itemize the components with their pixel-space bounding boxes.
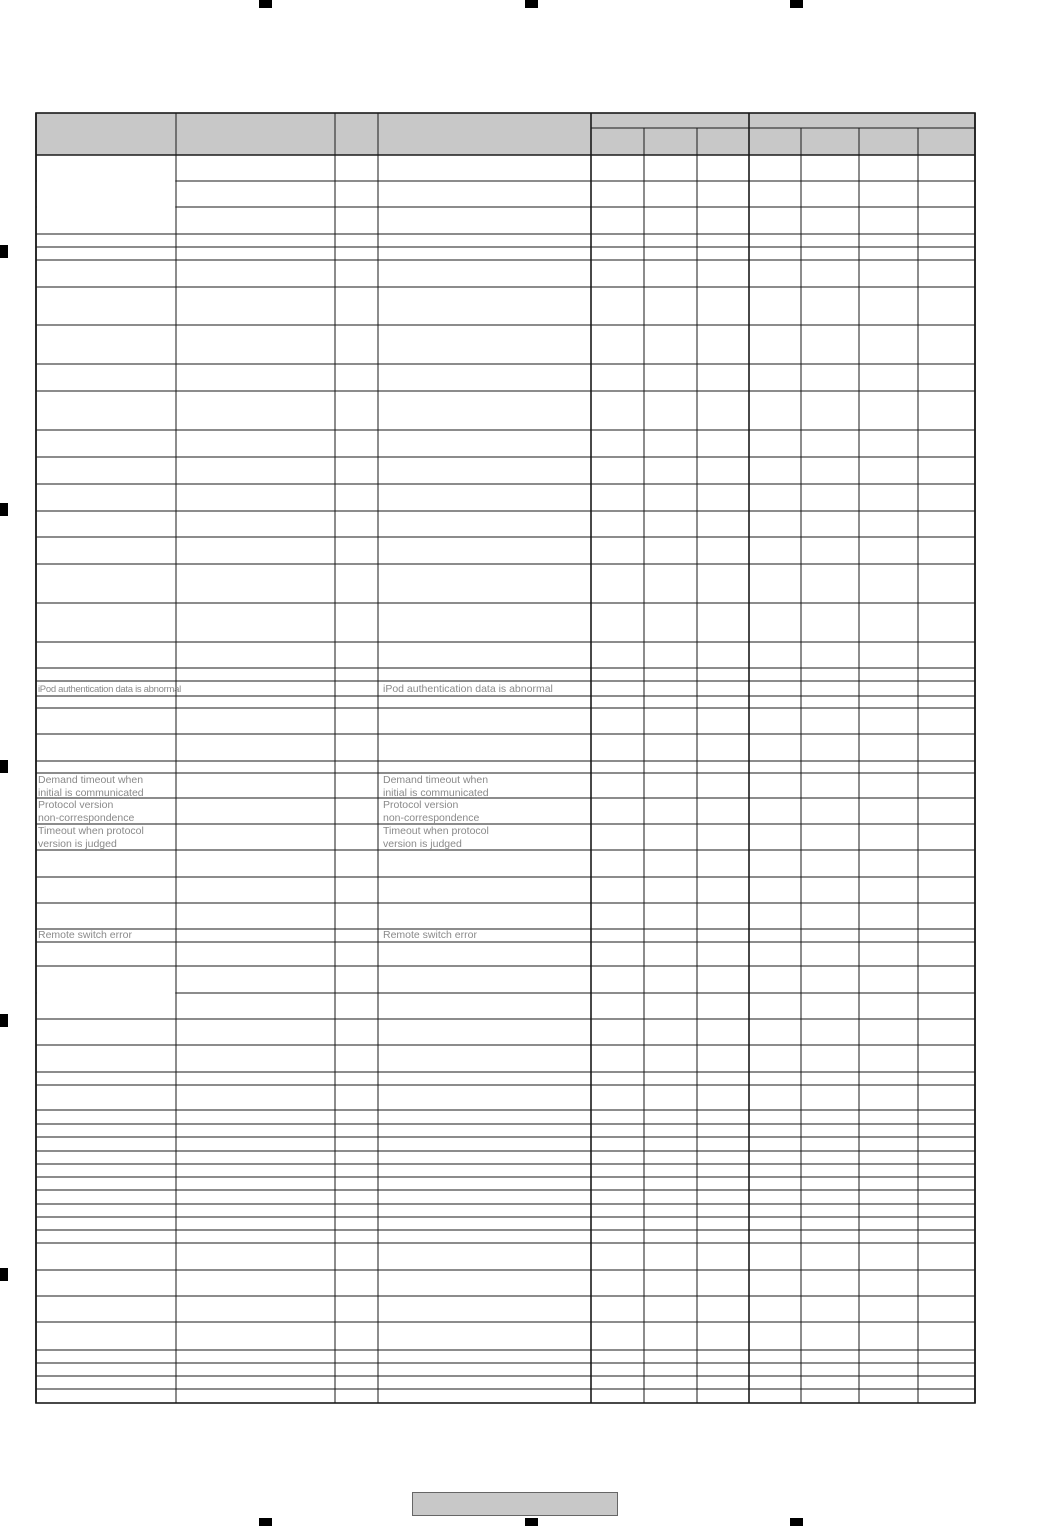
cell-desc-protocol-version-2: non-correspondence xyxy=(383,812,480,824)
table-outer-border xyxy=(36,113,975,1403)
cell-error-demand-timeout-2: initial is communicated xyxy=(38,787,144,799)
cell-error-remote-switch: Remote switch error xyxy=(38,929,132,941)
cell-desc-remote-switch: Remote switch error xyxy=(383,929,477,941)
cell-desc-protocol-timeout-2: version is judged xyxy=(383,838,462,850)
cell-desc-protocol-version-1: Protocol version xyxy=(383,799,459,811)
cell-error-protocol-timeout-1: Timeout when protocol xyxy=(38,825,144,837)
cell-desc-demand-timeout-2: initial is communicated xyxy=(383,787,489,799)
cell-error-demand-timeout-1: Demand timeout when xyxy=(38,774,144,786)
cell-error-ipod-auth: iPod authentication data is abnormal xyxy=(38,684,181,695)
page-number-box xyxy=(412,1492,618,1516)
table-header xyxy=(36,113,975,155)
cell-error-protocol-timeout-2: version is judged xyxy=(38,838,117,850)
cell-error-protocol-version-2: non-correspondence xyxy=(38,812,135,824)
cell-desc-demand-timeout-1: Demand timeout when xyxy=(383,774,489,786)
cell-desc-protocol-timeout-1: Timeout when protocol xyxy=(383,825,489,837)
cell-desc-ipod-auth: iPod authentication data is abnormal xyxy=(383,683,553,695)
cell-error-protocol-version-1: Protocol version xyxy=(38,799,114,811)
